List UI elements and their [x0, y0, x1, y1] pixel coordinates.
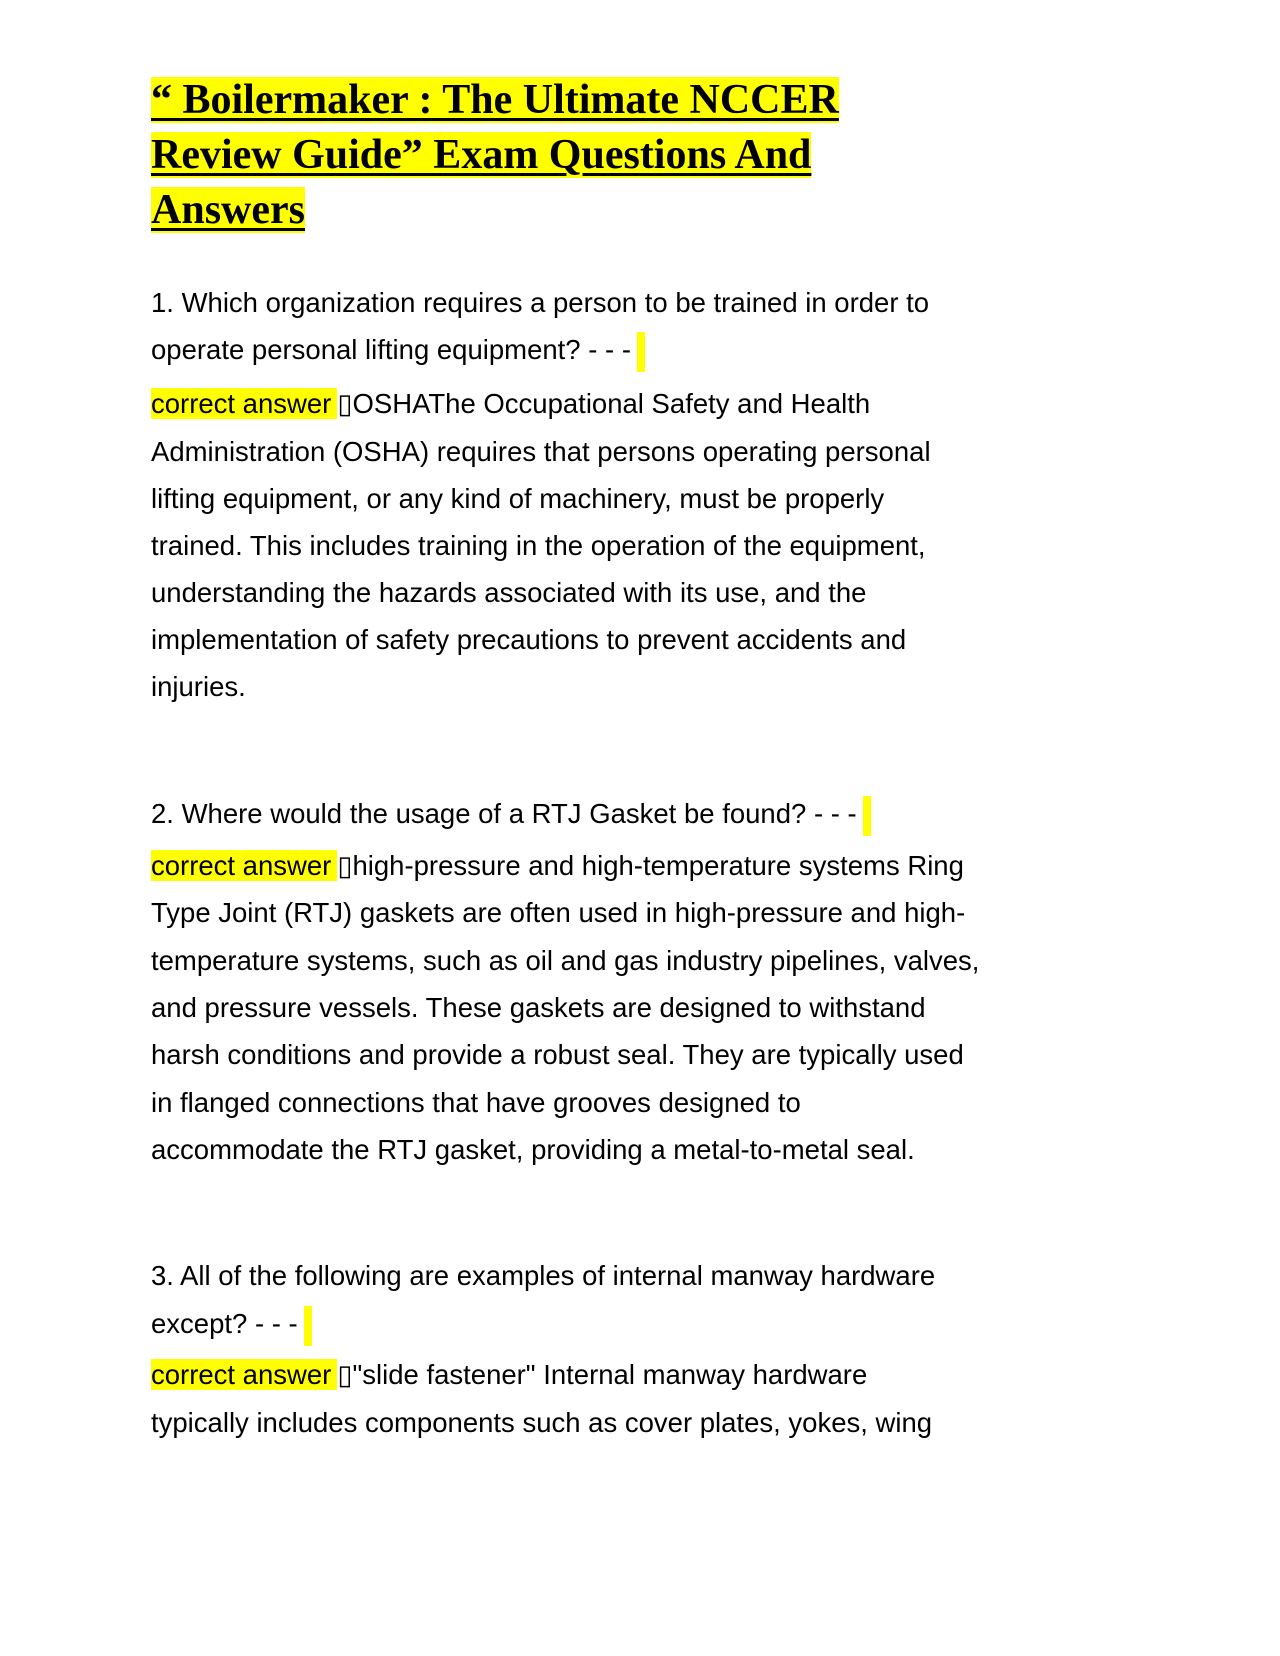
highlight-mark	[863, 796, 871, 836]
missing-glyph-icon: ▯	[337, 388, 353, 419]
answer-text: Administration (OSHA) requires that persons operating personal	[151, 436, 931, 467]
answer-label: correct answer	[151, 850, 337, 881]
answer-text: trained. This includes training in the operation of the equipment,	[151, 530, 926, 561]
question-text: operate personal lifting equipment? - - -	[151, 334, 631, 365]
answer-text: Type Joint (RTJ) gaskets are often used in high-pressure and high-	[151, 897, 966, 928]
answer-text: accommodate the RTJ gasket, providing a metal-to-metal seal.	[151, 1134, 915, 1165]
answer-text: "slide fastener" Internal manway hardware	[352, 1359, 868, 1390]
answer-text: temperature systems, such as oil and gas industry pipelines, valves,	[151, 945, 980, 976]
answer-text: implementation of safety precautions to prevent accidents and	[151, 624, 907, 655]
answer-label: correct answer	[151, 1359, 337, 1390]
question-text: 2. Where would the usage of a RTJ Gasket be found? - - -	[151, 798, 857, 829]
question-text: 3. All of the following are examples of internal manway hardware	[151, 1260, 936, 1291]
highlight-mark	[637, 332, 645, 372]
missing-glyph-icon: ▯	[337, 1359, 353, 1390]
answer-text: in flanged connections that have grooves designed to	[151, 1087, 801, 1118]
title-line: “ Boilermaker : The Ultimate NCCER	[151, 77, 839, 123]
title-line: Review Guide” Exam Questions And	[151, 132, 812, 178]
answer-text: typically includes components such as cover plates, yokes, wing	[151, 1407, 933, 1438]
answer-label: correct answer	[151, 388, 337, 419]
question-text: 1. Which organization requires a person to be trained in order to	[151, 287, 930, 318]
answer-text: OSHAThe Occupational Safety and Health	[352, 388, 871, 419]
answer-text: high-pressure and high-temperature systems Ring	[352, 850, 964, 881]
question-text: except? - - -	[151, 1308, 298, 1339]
answer-text: understanding the hazards associated with its use, and the	[151, 577, 867, 608]
answer-text: injuries.	[151, 671, 246, 702]
missing-glyph-icon: ▯	[337, 850, 353, 881]
highlight-mark	[304, 1306, 312, 1346]
answer-text: and pressure vessels. These gaskets are designed to withstand	[151, 992, 926, 1023]
answer-text: harsh conditions and provide a robust seal. They are typically used	[151, 1039, 964, 1070]
answer-text: lifting equipment, or any kind of machinery, must be properly	[151, 483, 885, 514]
title-line: Answers	[151, 187, 305, 233]
